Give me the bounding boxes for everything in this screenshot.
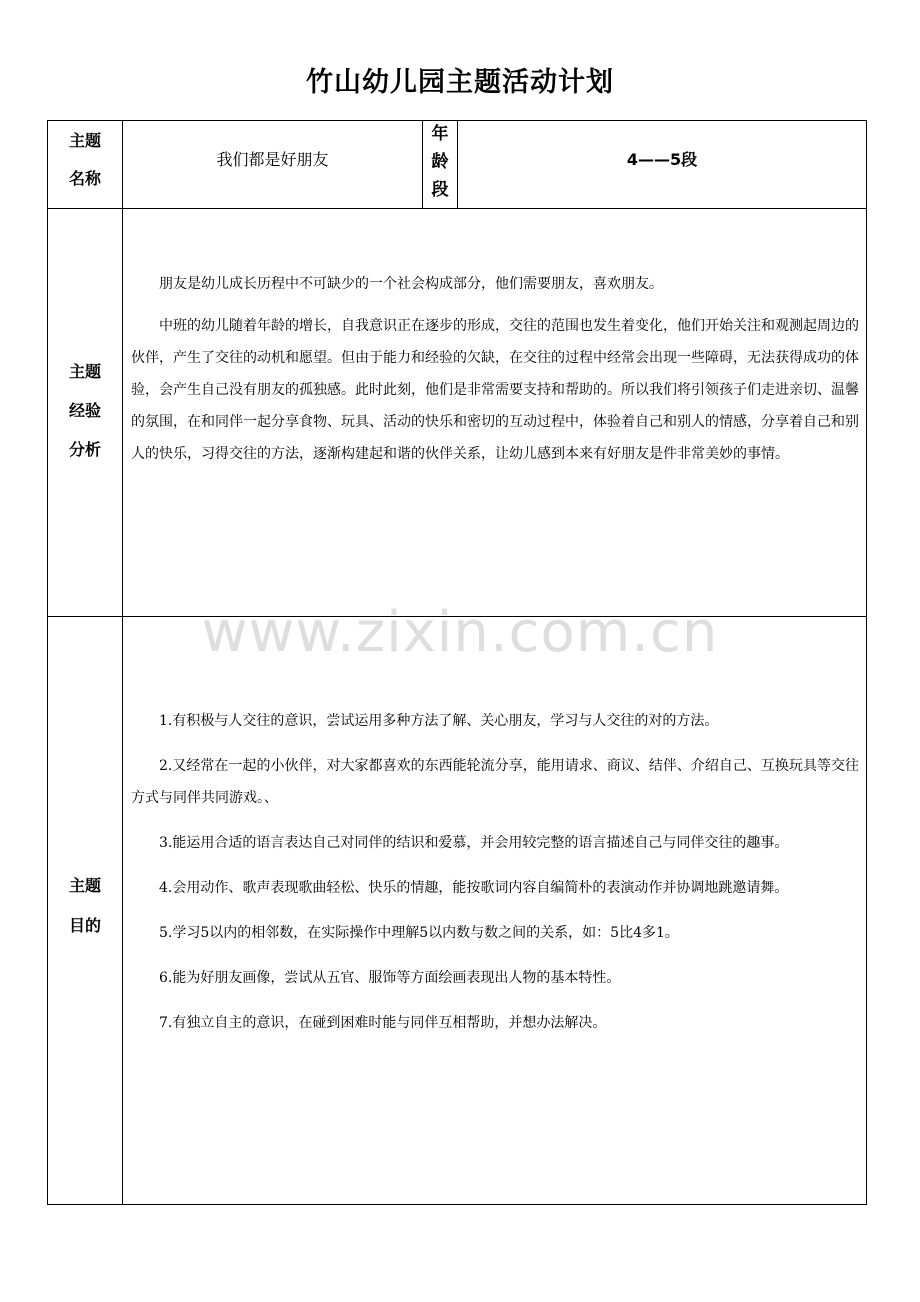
experience-analysis-label-line1: 主题 [68, 362, 101, 381]
goal-item: 3.能运用合适的语言表达自己对同伴的结识和爱慕，并会用较完整的语言描述自己与同伴交往的趣事。 [159, 835, 789, 851]
experience-analysis-label-line2: 经验 [68, 401, 101, 420]
row-divider-1 [47, 208, 867, 209]
page-title: 竹山幼儿园主题活动计划 [306, 67, 614, 98]
age-group-label-line3: 段 [431, 180, 449, 200]
goal-item: 6.能为好朋友画像，尝试从五官、服饰等方面绘画表现出人物的基本特性。 [159, 970, 621, 986]
age-group-value: 4——5段 [626, 150, 698, 169]
watermark-text: www.zixin.com.cn [201, 600, 719, 665]
theme-goals-content [131, 705, 859, 1052]
experience-analysis-label [48, 352, 122, 469]
analysis-paragraph: 中班的幼儿随着年龄的增长，自我意识正在逐步的形成，交往的范围也发生着变化，他们开始关注和观测起周边的伙伴，产生了交往的动机和愿望。但由于能力和经验的欠缺，在交往的过程中经常会出现一些障碍，无法获得成功的体验，会产生自己没有朋友的孤独感。此时此刻，他们是非常需要支持和帮助的。所以我们将引领孩子们走进亲切、温馨的氛围，在和同伴一起分享食物、玩具、活动的快乐和密切的互动过程中，体验着自己和别人的情感，分享着自己和别人的快乐，习得交往的方法，逐渐构建起和谐的伙伴关系，让幼儿感到本来有好朋友是件非常美妙的事情。 [131, 318, 859, 462]
theme-name-label-line2: 名称 [68, 169, 101, 188]
experience-analysis-content [131, 268, 859, 470]
goal-item: 1.有积极与人交往的意识，尝试运用多种方法了解、关心朋友，学习与人交往的对的方法。 [159, 713, 719, 729]
experience-analysis-label-line3: 分析 [68, 440, 101, 459]
theme-name-label-line1: 主题 [68, 131, 101, 150]
theme-goals-label [48, 866, 122, 946]
theme-goals-label-line1: 主题 [68, 876, 101, 895]
age-group-label-line1: 年 [431, 124, 449, 144]
goal-item: 2.又经常在一起的小伙伴，对大家都喜欢的东西能轮流分享，能用请求、商议、结伴、介绍自己、互换玩具等交往方式与同伴共同游戏。、 [131, 758, 859, 806]
goal-item: 7.有独立自主的意识，在碰到困难时能与同伴互相帮助，并想办法解决。 [159, 1015, 607, 1031]
theme-name-label [48, 126, 122, 193]
goal-item: 5.学习5以内的相邻数，在实际操作中理解5以内数与数之间的关系，如：5比4多1。 [159, 925, 679, 941]
theme-goals-label-line2: 目的 [68, 916, 101, 935]
theme-name-value: 我们都是好朋友 [216, 150, 329, 169]
table-border-bottom [47, 1204, 867, 1205]
age-group-label-line2: 龄 [431, 152, 449, 172]
goal-item: 4.会用动作、歌声表现歌曲轻松、快乐的情趣，能按歌词内容自编简朴的表演动作并协调地跳邀请舞。 [159, 880, 789, 896]
age-group-label [423, 120, 457, 204]
analysis-paragraph: 朋友是幼儿成长历程中不可缺少的一个社会构成部分，他们需要朋友，喜欢朋友。 [159, 276, 663, 292]
